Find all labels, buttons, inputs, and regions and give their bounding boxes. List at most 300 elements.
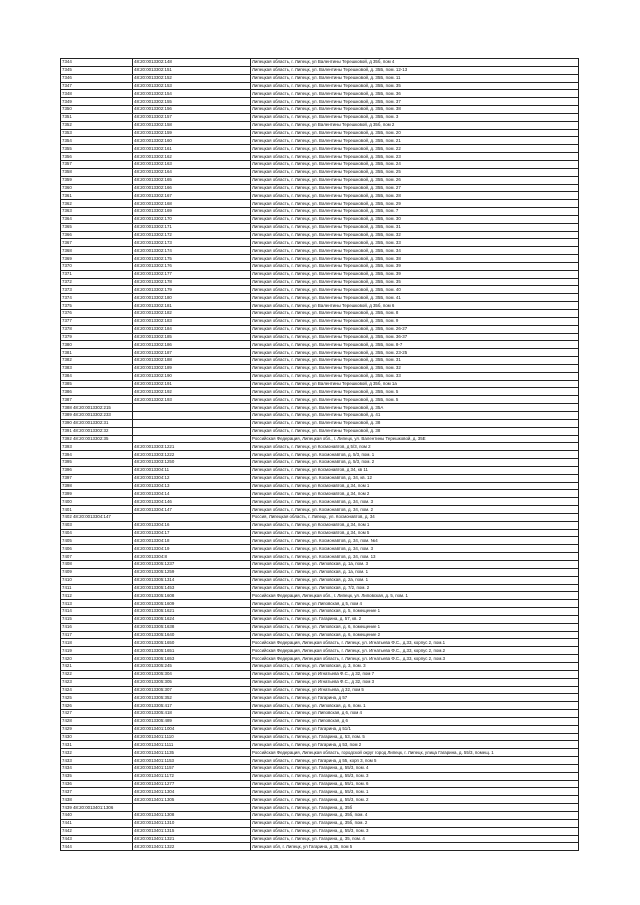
table-row	[61, 98, 579, 106]
row-number-cell: 7415	[61, 615, 133, 623]
cadastral-number-cell: 48:20:0013305:304	[133, 670, 251, 678]
row-number-cell: 7395	[61, 459, 133, 467]
table-row	[61, 670, 579, 678]
cadastral-number-cell: 48:20:0013302:154	[133, 90, 251, 98]
registry-table-body	[61, 59, 579, 851]
address-cell: Липецкая область, г. Липецк, ул. Гагарина, д. 35, пом. 4	[251, 835, 579, 843]
cadastral-number-cell	[133, 411, 251, 419]
address-cell: Российская Федерация, Липецкая область, г. Липецк, ул. Игнатьева Ф.С., д.33, корпус 2, пом.3	[251, 655, 579, 663]
cadastral-number-cell: 48:20:0013401:1305	[133, 796, 251, 804]
row-number-cell: 7366	[61, 231, 133, 239]
cadastral-number-cell: 48:20:0013401:1172	[133, 772, 251, 780]
cadastral-number-cell: 48:20:0013302:186	[133, 341, 251, 349]
table-row	[61, 553, 579, 561]
address-cell: Липецкая область, г. Липецк, ул Липовская, д 5, пом 4	[251, 600, 579, 608]
address-cell: Липецкая область, г. Липецк, ул. Валентины Терешковой, д. 35Б, пом. 5	[251, 396, 579, 404]
row-number-cell: 7441	[61, 819, 133, 827]
table-row	[61, 459, 579, 467]
row-number-cell: 7381	[61, 349, 133, 357]
cadastral-number-cell: 48:20:0013302:189	[133, 364, 251, 372]
table-row	[61, 302, 579, 310]
row-number-cell: 7431	[61, 741, 133, 749]
cadastral-number-cell: 48:20:0013401:1322	[133, 843, 251, 851]
row-number-cell: 7387	[61, 396, 133, 404]
address-cell: Липецкая область, г. Липецк, ул. Валентины Терешковой, д. 35Б, пом. 35	[251, 278, 579, 286]
cadastral-number-cell: 48:20:0013304:146	[133, 498, 251, 506]
row-number-cell: 7385	[61, 380, 133, 388]
table-row	[61, 239, 579, 247]
table-row	[61, 662, 579, 670]
table-row	[61, 317, 579, 325]
cadastral-number-cell: 48:20:0013302:193	[133, 396, 251, 404]
address-cell: Липецкая область, г. Липецк, ул. Валентины Терешковой, д. 35Б, пом. 39	[251, 270, 579, 278]
row-number-cell: 7428	[61, 717, 133, 725]
row-number-cell: 7398	[61, 482, 133, 490]
table-row	[61, 184, 579, 192]
address-cell: Липецкая область, г. Липецк, ул. Валентины Терешковой, д. 38	[251, 419, 579, 427]
row-number-cell: 7423	[61, 678, 133, 686]
row-number-cell: 7374	[61, 294, 133, 302]
address-cell: Липецкая область, г. Липецк, ул. Космонавтов, д. 34, пом. №4	[251, 537, 579, 545]
row-number-cell: 7377	[61, 317, 133, 325]
address-cell: Липецкая область, г. Липецк, ул. Валентины Терешковой, д. 35Б, пом. 23	[251, 153, 579, 161]
row-number-cell: 7435	[61, 772, 133, 780]
cadastral-number-cell: 48:20:0013401:1308	[133, 812, 251, 820]
table-row	[61, 286, 579, 294]
address-cell: Липецкая область, г. Липецк, ул Липовская, д 6	[251, 717, 579, 725]
cadastral-number-cell: 48:20:0013302:176	[133, 262, 251, 270]
table-row	[61, 278, 579, 286]
address-cell: Липецкая область, г. Липецк, ул. Валентины Терешковой, д. 35Б, пом. 25	[251, 168, 579, 176]
address-cell: Липецкая область, г. Липецк, ул. Валентины Терешковой, д. 35Б, пом. 40	[251, 286, 579, 294]
cadastral-number-cell: 48:20:0013401:1321	[133, 835, 251, 843]
address-cell: Липецкая область, г. Липецк, ул. Валентины Терешковой, д. 35Б, пом. 8	[251, 310, 579, 318]
table-row	[61, 631, 579, 639]
table-row	[61, 262, 579, 270]
cadastral-number-cell: 48:20:0013302:152	[133, 74, 251, 82]
cadastral-number-cell: 48:20:0013304:12	[133, 474, 251, 482]
row-number-cell: 7404	[61, 529, 133, 537]
row-number-cell: 7362	[61, 200, 133, 208]
table-row	[61, 568, 579, 576]
table-row	[61, 364, 579, 372]
address-cell: Липецкая область, г. Липецк, ул. Гагарина, д. 57, кв. 2	[251, 615, 579, 623]
table-row	[61, 372, 579, 380]
cadastral-number-cell: 48:20:0013305:1640	[133, 631, 251, 639]
cadastral-number-cell: 48:20:0013302:173	[133, 239, 251, 247]
cadastral-number-cell: 48:20:0013302:164	[133, 168, 251, 176]
address-cell: Липецкая область, г. Липецк, ул Игнатьева Ф.С., д 32, пом 7	[251, 670, 579, 678]
row-number-cell: 7386	[61, 388, 133, 396]
cadastral-number-cell: 48:20:0013305:1653	[133, 655, 251, 663]
cadastral-number-cell: 48:20:0013305:1608	[133, 592, 251, 600]
row-number-cell: 7444	[61, 843, 133, 851]
row-number-cell: 7406	[61, 545, 133, 553]
row-number-cell: 7443	[61, 835, 133, 843]
table-row	[61, 608, 579, 616]
address-cell: Липецкая область, г. Липецк, ул Космонавтов, д 34, пом 1	[251, 521, 579, 529]
table-row	[61, 435, 579, 443]
cadastral-number-cell: 48:20:0013302:157	[133, 113, 251, 121]
table-row	[61, 576, 579, 584]
row-number-cell: 7397	[61, 474, 133, 482]
cadastral-number-cell: 48:20:0013304:19	[133, 545, 251, 553]
table-row	[61, 349, 579, 357]
cadastral-number-cell: 48:20:0013304:16	[133, 521, 251, 529]
cadastral-number-cell: 48:20:0013305:1237	[133, 561, 251, 569]
table-row	[61, 129, 579, 137]
cadastral-number-cell: 48:20:0013302:169	[133, 208, 251, 216]
cadastral-number-cell: 48:20:0013304:17	[133, 529, 251, 537]
row-number-cell: 7422	[61, 670, 133, 678]
cadastral-number-cell: 48:20:0013305:1609	[133, 600, 251, 608]
address-cell: Липецкая область, г. Липецк, ул. Космонавтов, д. 34, пом. 3	[251, 545, 579, 553]
row-number-cell: 7384	[61, 372, 133, 380]
cadastral-number-cell: 48:20:0013305:1638	[133, 623, 251, 631]
row-number-cell: 7442	[61, 827, 133, 835]
address-cell: Липецкая область, г. Липецк, ул. Космонавтов, д. 5/3, пом. 1	[251, 451, 579, 459]
cadastral-number-cell: 48:20:0013305:418	[133, 710, 251, 718]
row-number-cell: 7376	[61, 310, 133, 318]
table-row	[61, 498, 579, 506]
table-row	[61, 160, 579, 168]
table-row	[61, 521, 579, 529]
cadastral-number-cell: 48:20:0013302:163	[133, 160, 251, 168]
cadastral-number-cell: 48:20:0013401:1304	[133, 788, 251, 796]
cadastral-number-cell: 48:20:0013304:14	[133, 490, 251, 498]
row-number-cell: 7430	[61, 733, 133, 741]
table-row	[61, 121, 579, 129]
address-cell: Липецкая область, г. Липецк, ул Валентины Терешковой, д 35б, пом 1а	[251, 380, 579, 388]
row-number-cell: 7417	[61, 631, 133, 639]
table-row	[61, 804, 579, 812]
cadastral-number-cell: 48:20:0013302:170	[133, 215, 251, 223]
cadastral-number-cell: 48:20:0013305:1259	[133, 568, 251, 576]
address-cell: Липецкая область, г. Липецк, ул. Валентины Терешковой, д. 35Б, пом. 27	[251, 184, 579, 192]
row-number-cell: 7440	[61, 812, 133, 820]
table-row	[61, 796, 579, 804]
table-row	[61, 451, 579, 459]
cadastral-number-cell: 48:20:0013401:1004	[133, 725, 251, 733]
cadastral-number-cell: 48:20:0013302:167	[133, 192, 251, 200]
table-row	[61, 59, 579, 67]
address-cell: Липецкая область, г. Липецк, ул. Липовская, д. 6, помещение 1	[251, 623, 579, 631]
cadastral-number-cell: 48:20:0013302:168	[133, 200, 251, 208]
table-row	[61, 176, 579, 184]
cadastral-number-cell: 48:20:0013303:1250	[133, 459, 251, 467]
cadastral-number-cell	[133, 419, 251, 427]
address-cell: Липецкая область, г. Липецк, ул Космонавтов, д 34, пом 1	[251, 482, 579, 490]
address-cell: Липецкая область, г. Липецк, ул. Валентины Терешковой, д. 35Б, пом. 39	[251, 262, 579, 270]
table-row	[61, 561, 579, 569]
address-cell: Липецкая область, г. Липецк, ул. Липовская, д. 2а, пом. 1	[251, 576, 579, 584]
table-row	[61, 443, 579, 451]
cadastral-number-cell: 48:20:0013304:13	[133, 482, 251, 490]
address-cell: Липецкая область, г. Липецк, ул. Валентины Терешковой, д. 35Б, пом. 41	[251, 294, 579, 302]
address-cell: Липецкая область, г. Липецк, ул Космонавтов, д 5/3, пом 2	[251, 443, 579, 451]
table-row	[61, 357, 579, 365]
table-row	[61, 490, 579, 498]
cadastral-number-cell: 48:20:0013401:1135	[133, 749, 251, 757]
cadastral-number-cell: 48:20:0013401:1157	[133, 764, 251, 772]
row-number-cell: 7356	[61, 153, 133, 161]
row-number-cell: 7399	[61, 490, 133, 498]
table-row	[61, 310, 579, 318]
address-cell: Липецкая область, г. Липецк, ул. Валентины Терешковой, д. 35Б, пом. 5	[251, 388, 579, 396]
cadastral-number-cell: 48:20:0013305:1453	[133, 584, 251, 592]
table-row	[61, 584, 579, 592]
row-number-cell: 7345	[61, 66, 133, 74]
table-row	[61, 678, 579, 686]
cadastral-number-cell: 48:20:0013302:187	[133, 349, 251, 357]
cadastral-number-cell: 48:20:0013305:417	[133, 702, 251, 710]
row-number-cell: 7409	[61, 568, 133, 576]
cadastral-number-cell: 48:20:0013302:191	[133, 380, 251, 388]
table-row	[61, 623, 579, 631]
row-number-cell: 7418	[61, 639, 133, 647]
address-cell: Липецкая область, г. Липецк, ул Валентины Терешковой, д 35б, пом 4	[251, 59, 579, 67]
address-cell: Российская Федерация, Липецкая область, городской округ город Липецк, г. Липецк, улица Гагарина, д. 55/3, помещ. 1	[251, 749, 579, 757]
cadastral-number-cell: 48:20:0013305:1650	[133, 639, 251, 647]
row-number-cell: 7370	[61, 262, 133, 270]
row-number-cell: 7392 48:20:0013302:35	[61, 435, 133, 443]
table-row	[61, 827, 579, 835]
cadastral-number-cell: 48:20:0013305:1651	[133, 647, 251, 655]
address-cell: Российская Федерация, Липецкая обл., г. Липецк, ул. Валентины Терешковой, д. 35Е	[251, 435, 579, 443]
cadastral-number-cell: 48:20:0013302:160	[133, 137, 251, 145]
address-cell: Россия, Липецкая область, г. Липецк, ул. Космонавтов, д. 34	[251, 513, 579, 521]
row-number-cell: 7393	[61, 443, 133, 451]
cadastral-number-cell: 48:20:0013302:177	[133, 270, 251, 278]
table-row	[61, 725, 579, 733]
cadastral-number-cell: 48:20:0013305:307	[133, 686, 251, 694]
table-row	[61, 145, 579, 153]
row-number-cell: 7403	[61, 521, 133, 529]
address-cell: Липецкая область, г. Липецк, ул. Валентины Терешковой, д. 41	[251, 411, 579, 419]
cadastral-number-cell: 48:20:0013302:165	[133, 176, 251, 184]
address-cell: Липецкая область, г. Липецк, ул Гагарина, д 55, корп 3, пом 5	[251, 757, 579, 765]
cadastral-number-cell: 48:20:0013302:159	[133, 129, 251, 137]
cadastral-number-cell: 48:20:0013302:175	[133, 255, 251, 263]
table-row	[61, 90, 579, 98]
cadastral-number-cell: 48:20:0013305:1314	[133, 576, 251, 584]
cadastral-number-cell: 48:20:0013302:180	[133, 294, 251, 302]
row-number-cell: 7363	[61, 208, 133, 216]
address-cell: Липецкая область, г. Липецк, ул. Валентины Терешковой, д. 35Б, пом. 21	[251, 137, 579, 145]
cadastral-number-cell: 48:20:0013302:181	[133, 302, 251, 310]
cadastral-number-cell: 48:20:0013305:1621	[133, 608, 251, 616]
row-number-cell: 7438	[61, 796, 133, 804]
table-row	[61, 710, 579, 718]
table-row	[61, 223, 579, 231]
cadastral-number-cell: 48:20:0013302:174	[133, 247, 251, 255]
table-row	[61, 380, 579, 388]
row-number-cell: 7354	[61, 137, 133, 145]
address-cell: Липецкая область, г. Липецк, ул Игнатьева Ф.С., д 32, пом 3	[251, 678, 579, 686]
row-number-cell: 7359	[61, 176, 133, 184]
address-cell: Липецкая область, г. Липецк, ул. Валентины Терешковой, д. 35Б, пом. 3	[251, 113, 579, 121]
row-number-cell: 7425	[61, 694, 133, 702]
cadastral-number-cell: 48:20:0013305:352	[133, 694, 251, 702]
cadastral-number-cell: 48:20:0013304:18	[133, 537, 251, 545]
address-cell: Липецкая область, г. Липецк, ул. Валентины Терешковой, д. 35Б, пом. 28	[251, 192, 579, 200]
row-number-cell: 7401	[61, 506, 133, 514]
table-row	[61, 780, 579, 788]
address-cell: Липецкая область, г. Липецк, ул. Валентины Терешковой, д. 35Б, пом. 29	[251, 200, 579, 208]
table-row	[61, 333, 579, 341]
address-cell: Липецкая область, г. Липецк, ул. Валентины Терешковой, д. 35Б, пом. 37	[251, 98, 579, 106]
table-row	[61, 686, 579, 694]
cadastral-number-cell: 48:20:0013302:155	[133, 98, 251, 106]
table-row	[61, 513, 579, 521]
row-number-cell: 7355	[61, 145, 133, 153]
address-cell: Липецкая область, г. Липецк, ул. Валентины Терешковой, д. 35Б, пом. 8-7	[251, 341, 579, 349]
row-number-cell: 7396	[61, 466, 133, 474]
row-number-cell: 7373	[61, 286, 133, 294]
row-number-cell: 7421	[61, 662, 133, 670]
row-number-cell: 7390 48:20:0013302:31	[61, 419, 133, 427]
row-number-cell: 7358	[61, 168, 133, 176]
cadastral-number-cell: 48:20:0013302:161	[133, 145, 251, 153]
row-number-cell: 7424	[61, 686, 133, 694]
address-cell: Липецкая область, г. Липецк, ул Игнатьева, д 32, пом 5	[251, 686, 579, 694]
row-number-cell: 7427	[61, 710, 133, 718]
row-number-cell: 7432	[61, 749, 133, 757]
address-cell: Липецкая область, г. Липецк, ул. Валентины Терешковой, д. 35Б, пом. 36-37	[251, 333, 579, 341]
address-cell: Липецкая область, г. Липецк, ул Гагарина, д 57	[251, 694, 579, 702]
cadastral-number-cell: 48:20:0013302:179	[133, 286, 251, 294]
table-row	[61, 341, 579, 349]
table-row	[61, 615, 579, 623]
table-row	[61, 647, 579, 655]
table-row	[61, 717, 579, 725]
cadastral-number-cell: 48:20:0013305:1624	[133, 615, 251, 623]
table-row	[61, 215, 579, 223]
address-cell: Липецкая область, г. Липецк, ул. Валентины Терешковой, д. 35Б, пом. 38	[251, 106, 579, 114]
address-cell: Липецкая область, г. Липецк, ул. Валентины Терешковой, д. 35Б, пом. 12-13	[251, 66, 579, 74]
address-cell: Липецкая область, г. Липецк, ул Гагарина, д 53, пом 2	[251, 741, 579, 749]
address-cell: Липецкая область, г. Липецк, ул. Липовская, д. 6, помещение 2	[251, 631, 579, 639]
table-row	[61, 741, 579, 749]
table-row	[61, 200, 579, 208]
address-cell: Липецкая область, г. Липецк, ул. Космонавтов, д. 5/3, пом. 2	[251, 459, 579, 467]
address-cell: Липецкая область, г. Липецк, ул. Валентины Терешковой, д. 35Б, пом. 7	[251, 208, 579, 216]
address-cell: Липецкая область, г. Липецк, ул. Гагарина, д. 55/3, пом. 4	[251, 764, 579, 772]
table-row	[61, 270, 579, 278]
address-cell: Липецкая область, г. Липецк, ул. Валентины Терешковой, д. 35Б, пом. 30	[251, 215, 579, 223]
cadastral-number-cell	[133, 513, 251, 521]
cadastral-number-cell: 48:20:0013302:178	[133, 278, 251, 286]
table-row	[61, 733, 579, 741]
row-number-cell: 7407	[61, 553, 133, 561]
row-number-cell: 7368	[61, 247, 133, 255]
cadastral-number-cell: 48:20:0013401:1111	[133, 741, 251, 749]
address-cell: Липецкая область, г. Липецк, ул. Валентины Терешковой, д. 35Б, пом. 31	[251, 223, 579, 231]
row-number-cell: 7429	[61, 725, 133, 733]
table-row	[61, 843, 579, 851]
row-number-cell: 7351	[61, 113, 133, 121]
table-row	[61, 482, 579, 490]
cadastral-number-cell: 48:20:0013302:158	[133, 121, 251, 129]
address-cell: Липецкая обл, г. Липецк, ул Гагарина, д 35, пом 5	[251, 843, 579, 851]
table-row	[61, 466, 579, 474]
address-cell: Липецкая область, г. Липецк, ул. Валентины Терешковой, д. 35А	[251, 404, 579, 412]
table-row	[61, 427, 579, 435]
row-number-cell: 7414	[61, 608, 133, 616]
cadastral-number-cell: 48:20:0013302:151	[133, 66, 251, 74]
cadastral-number-cell: 48:20:0013302:188	[133, 357, 251, 365]
address-cell: Липецкая область, г. Липецк, ул. Валентины Терешковой, д. 35Б, пом. 34	[251, 247, 579, 255]
table-row	[61, 694, 579, 702]
cadastral-number-cell: 48:20:0013401:1110	[133, 733, 251, 741]
address-cell: Липецкая область, г. Липецк, ул Гагарина, д 51/1	[251, 725, 579, 733]
address-cell: Липецкая область, г. Липецк, ул. Липовская, д. 3, пом. 3	[251, 662, 579, 670]
registry-table-container	[60, 58, 578, 851]
cadastral-number-cell	[133, 404, 251, 412]
row-number-cell: 7433	[61, 757, 133, 765]
row-number-cell: 7411	[61, 584, 133, 592]
cadastral-number-cell: 48:20:0013302:166	[133, 184, 251, 192]
table-row	[61, 66, 579, 74]
table-row	[61, 294, 579, 302]
address-cell: Липецкая область, г. Липецк, ул. Валентины Терешковой, д. 35Б, пом. 33	[251, 372, 579, 380]
table-row	[61, 153, 579, 161]
cadastral-number-cell: 48:20:0013302:153	[133, 82, 251, 90]
table-row	[61, 764, 579, 772]
cadastral-number-cell: 48:20:0013302:148	[133, 59, 251, 67]
row-number-cell: 7365	[61, 223, 133, 231]
row-number-cell: 7400	[61, 498, 133, 506]
row-number-cell: 7352	[61, 121, 133, 129]
table-row	[61, 819, 579, 827]
table-row	[61, 639, 579, 647]
address-cell: Липецкая область, г. Липецк, ул Космонавтов, д 34, кв 11	[251, 466, 579, 474]
row-number-cell: 7416	[61, 623, 133, 631]
table-row	[61, 168, 579, 176]
address-cell: Липецкая область, г. Липецк, ул. Гагарина, д. 53, пом. 5	[251, 733, 579, 741]
address-cell: Российская Федерация, Липецкая обл., г. Липецк, ул. Липовская, д. 5, пом. 1	[251, 592, 579, 600]
table-row	[61, 592, 579, 600]
address-cell: Липецкая область, г. Липецк, ул. Космонавтов, д. 34, пом. 3	[251, 498, 579, 506]
address-cell: Липецкая область, г. Липецк, ул. Липовская, д. 1а, пом. 1	[251, 568, 579, 576]
row-number-cell: 7347	[61, 82, 133, 90]
address-cell: Липецкая область, г. Липецк, ул. Валентины Терешковой, д. 35Б, пом. 20	[251, 129, 579, 137]
address-cell: Липецкая область, г. Липецк, ул. Липовская, д. 6, пом. 1	[251, 702, 579, 710]
cadastral-number-cell: 48:20:0013303:1222	[133, 451, 251, 459]
row-number-cell: 7413	[61, 600, 133, 608]
table-row	[61, 545, 579, 553]
cadastral-number-cell: 48:20:0013305:489	[133, 717, 251, 725]
table-row	[61, 506, 579, 514]
cadastral-number-cell: 48:20:0013305:245	[133, 662, 251, 670]
row-number-cell: 7389 48:20:0013302:233	[61, 411, 133, 419]
row-number-cell: 7372	[61, 278, 133, 286]
address-cell: Липецкая область, г. Липецк, ул. Валентины Терешковой, д. 35Б, пом. 22	[251, 145, 579, 153]
row-number-cell: 7394	[61, 451, 133, 459]
table-row	[61, 419, 579, 427]
row-number-cell: 7369	[61, 255, 133, 263]
row-number-cell: 7378	[61, 325, 133, 333]
table-row	[61, 231, 579, 239]
address-cell: Липецкая область, г. Липецк, ул Космонавтов, д 34, пом 2	[251, 490, 579, 498]
address-cell: Липецкая область, г. Липецк, ул. Гагарина, д. 35б	[251, 804, 579, 812]
address-cell: Липецкая область, г. Липецк, ул. Гагарина, д. 35б, пом. 2	[251, 819, 579, 827]
row-number-cell: 7434	[61, 764, 133, 772]
cadastral-number-cell: 48:20:0013302:184	[133, 325, 251, 333]
cadastral-number-cell: 48:20:0013401:1310	[133, 819, 251, 827]
row-number-cell: 7426	[61, 702, 133, 710]
registry-table	[60, 58, 579, 851]
